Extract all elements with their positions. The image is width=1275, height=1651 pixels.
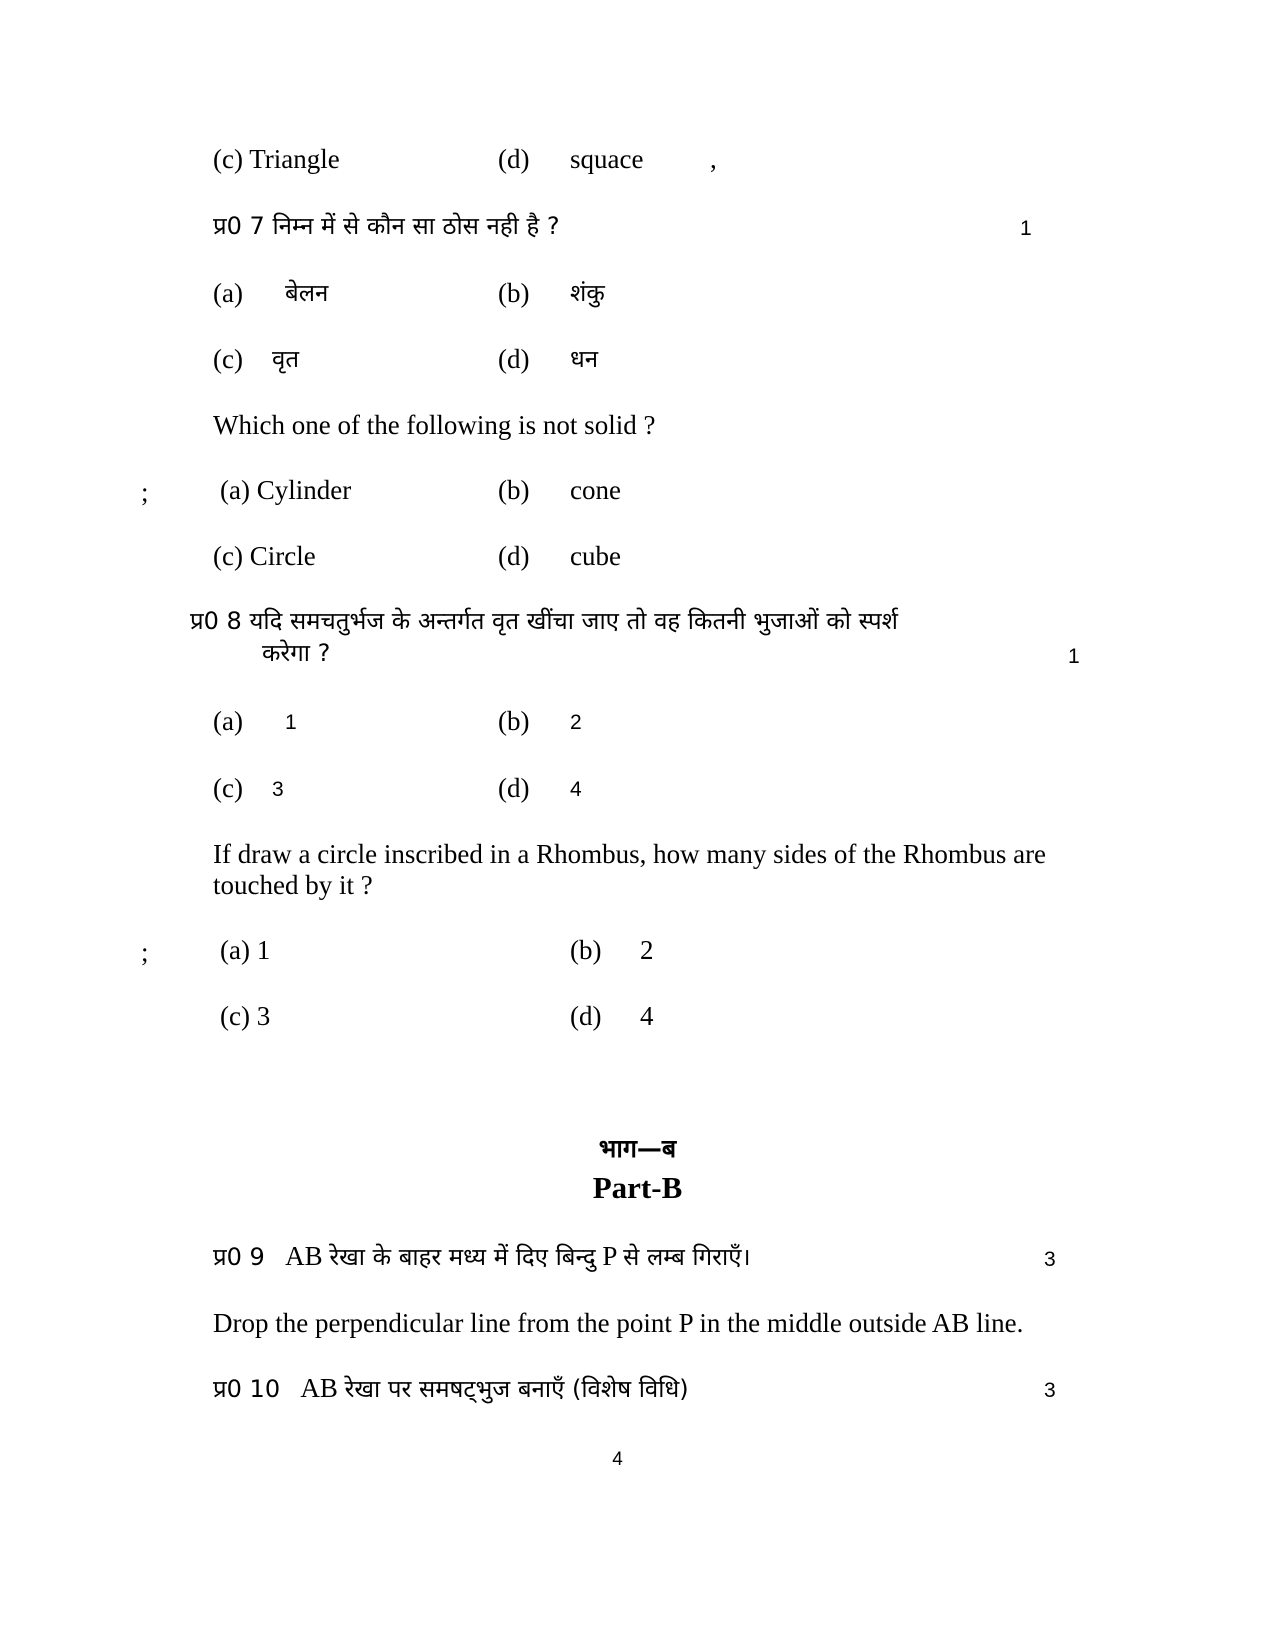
part-b-heading-hindi: भाग—ब [598,1134,677,1163]
q7-en-option-d-label: (d) [498,541,530,571]
page-number: 4 [612,1449,623,1470]
q8-en-option-d-label: (d) [570,1001,602,1031]
q7-hi-option-d-label: (d) [498,344,530,374]
question-8-hindi-line2: करेगा ? [262,639,331,667]
q8-hi-option-a-text: 1 [285,711,297,734]
q8-en-option-c: (c) 3 [220,1001,271,1031]
q8-en-option-a: (a) 1 [220,935,271,965]
option-c: (c) Triangle [213,144,340,174]
q8-en-option-b-label: (b) [570,935,602,965]
q7-en-option-c: (c) Circle [213,541,316,571]
q7-hi-option-b-text: शंकु [570,279,605,307]
q7-hi-option-c-label: (c) [213,344,243,374]
question-8-marks: 1 [1068,645,1080,668]
q8-hi-option-d-label: (d) [498,773,530,803]
question-9-ab: AB [285,1241,323,1271]
q7-en-option-b-label: (b) [498,475,530,505]
question-10-ab: AB [300,1373,338,1403]
option-d-label: (d) [498,144,530,174]
q7-en-option-b-text: cone [570,475,621,505]
q7-hi-option-b-label: (b) [498,278,530,308]
question-9-point: P [602,1241,617,1271]
q8-hi-option-d-text: 4 [570,778,582,801]
question-10-number: प्र0 10 [213,1375,281,1403]
q8-en-option-b-text: 2 [640,935,654,965]
margin-mark: ; [141,477,149,507]
option-d-text: squace [570,144,644,174]
question-7-english: Which one of the following is not solid ? [213,410,656,440]
question-9-hindi-suffix: से लम्ब गिराएँ। [623,1243,751,1271]
question-9-marks: 3 [1044,1248,1056,1271]
q7-hi-option-a-text: बेलन [285,279,329,307]
question-8-english-line2: touched by it ? [213,870,373,900]
question-9-number: प्र0 9 [213,1243,265,1271]
question-7-hindi: प्र0 7 निम्न में से कौन सा ठोस नही है ? [213,212,560,240]
q8-en-option-d-text: 4 [640,1001,654,1031]
question-9-hindi-mid: रेखा के बाहर मध्य में दिए बिन्दु [329,1243,596,1271]
q8-hi-option-a-label: (a) [213,706,243,736]
q8-hi-option-c-label: (c) [213,773,243,803]
q8-hi-option-b-text: 2 [570,711,582,734]
stray-mark: , [710,144,717,174]
question-10-hindi [213,1372,689,1405]
q7-hi-option-a-label: (a) [213,278,243,308]
question-9-hindi [213,1240,751,1273]
question-10-marks: 3 [1044,1379,1056,1402]
question-8-english-line1: If draw a circle inscribed in a Rhombus, how many sides of the Rhombus are [213,839,1047,869]
question-10-hindi-rest: रेखा पर समषट्भुज बनाएँ (विशेष विधि) [344,1375,689,1403]
q7-en-option-a: (a) Cylinder [220,475,352,505]
q7-en-option-d-text: cube [570,541,621,571]
margin-mark: ; [141,937,149,967]
question-8-hindi-line1: प्र0 8 यदि समचतुर्भज के अन्तर्गत वृत खींचा जाए तो वह कितनी भुजाओं को स्पर्श [190,607,898,635]
question-9-english: Drop the perpendicular line from the point P in the middle outside AB line. [213,1308,1024,1338]
q7-hi-option-c-text: वृत [272,345,300,373]
question-7-marks: 1 [1020,217,1032,240]
part-b-heading-english: Part-B [592,1170,683,1205]
q7-hi-option-d-text: धन [570,345,599,373]
q8-hi-option-c-text: 3 [272,778,284,801]
q8-hi-option-b-label: (b) [498,706,530,736]
